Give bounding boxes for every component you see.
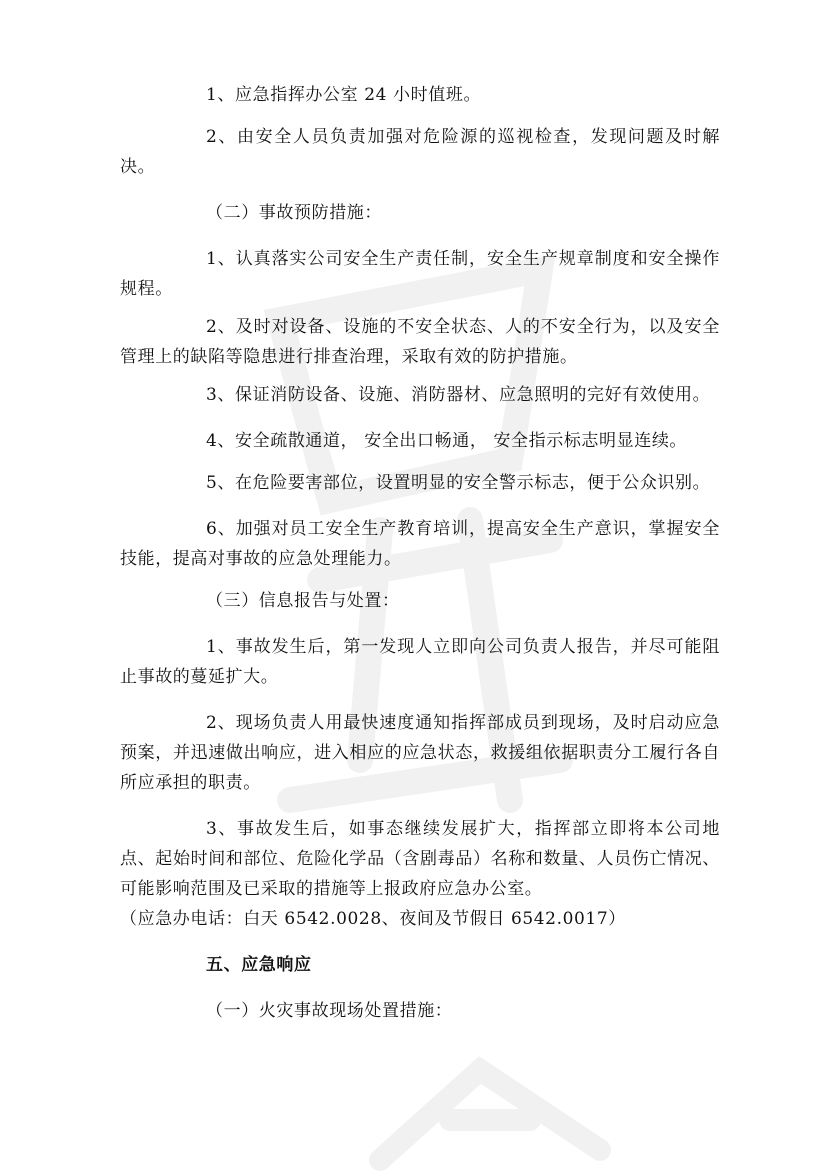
emergency-phone-note: （应急办电话：白天 6542.0028、夜间及节假日 6542.0017）: [120, 909, 626, 929]
prevention-item-6: 6、加强对员工安全生产教育培训，提高安全生产意识，掌握安全技能，提高对事故的应急处理能力。: [120, 519, 720, 569]
watermark-graphic-bottom: [360, 1040, 620, 1174]
prevention-item-1: 1、认真落实公司安全生产责任制，安全生产规章制度和安全操作规程。: [120, 249, 720, 299]
prevention-item-5: 5、在危险要害部位，设置明显的安全警示标志，便于公众识别。: [206, 473, 711, 493]
reporting-item-1: 1、事故发生后，第一发现人立即向公司负责人报告，并尽可能阻止事故的蔓延扩大。: [120, 637, 720, 687]
reporting-item-3: 3、事故发生后，如事态继续发展扩大，指挥部立即将本公司地点、起始时间和部位、危险化学品（含剧毒品）名称和数量、人员伤亡情况、可能影响范围及已采取的措施等上报政府应急办公室。: [120, 819, 720, 899]
prevention-item-3: 3、保证消防设备、设施、消防器材、应急照明的完好有效使用。: [206, 385, 711, 405]
prevention-item-4: 4、安全疏散通道， 安全出口畅通， 安全指示标志明显连续。: [206, 431, 688, 451]
section-heading-fire-response: （一）火灾事故现场处置措施：: [206, 1001, 453, 1021]
section-heading-emergency-response: 五、应急响应: [206, 955, 312, 975]
section-heading-reporting: （三）信息报告与处置：: [206, 591, 400, 611]
reporting-item-2: 2、现场负责人用最快速度通知指挥部成员到现场，及时启动应急预案，并迅速做出响应，进入相应的应急状态，救援组依据职责分工履行各自所应承担的职责。: [120, 713, 720, 793]
duty-item-1: 1、应急指挥办公室 24 小时值班。: [206, 85, 482, 105]
prevention-item-2: 2、及时对设备、设施的不安全状态、人的不安全行为，以及安全管理上的缺陷等隐患进行排查治理，采取有效的防护措施。: [120, 317, 720, 367]
section-heading-prevention: （二）事故预防措施：: [206, 203, 382, 223]
document-body: [120, 80, 720, 1026]
duty-item-2: 2、由安全人员负责加强对危险源的巡视检查，发现问题及时解决。: [120, 127, 720, 177]
